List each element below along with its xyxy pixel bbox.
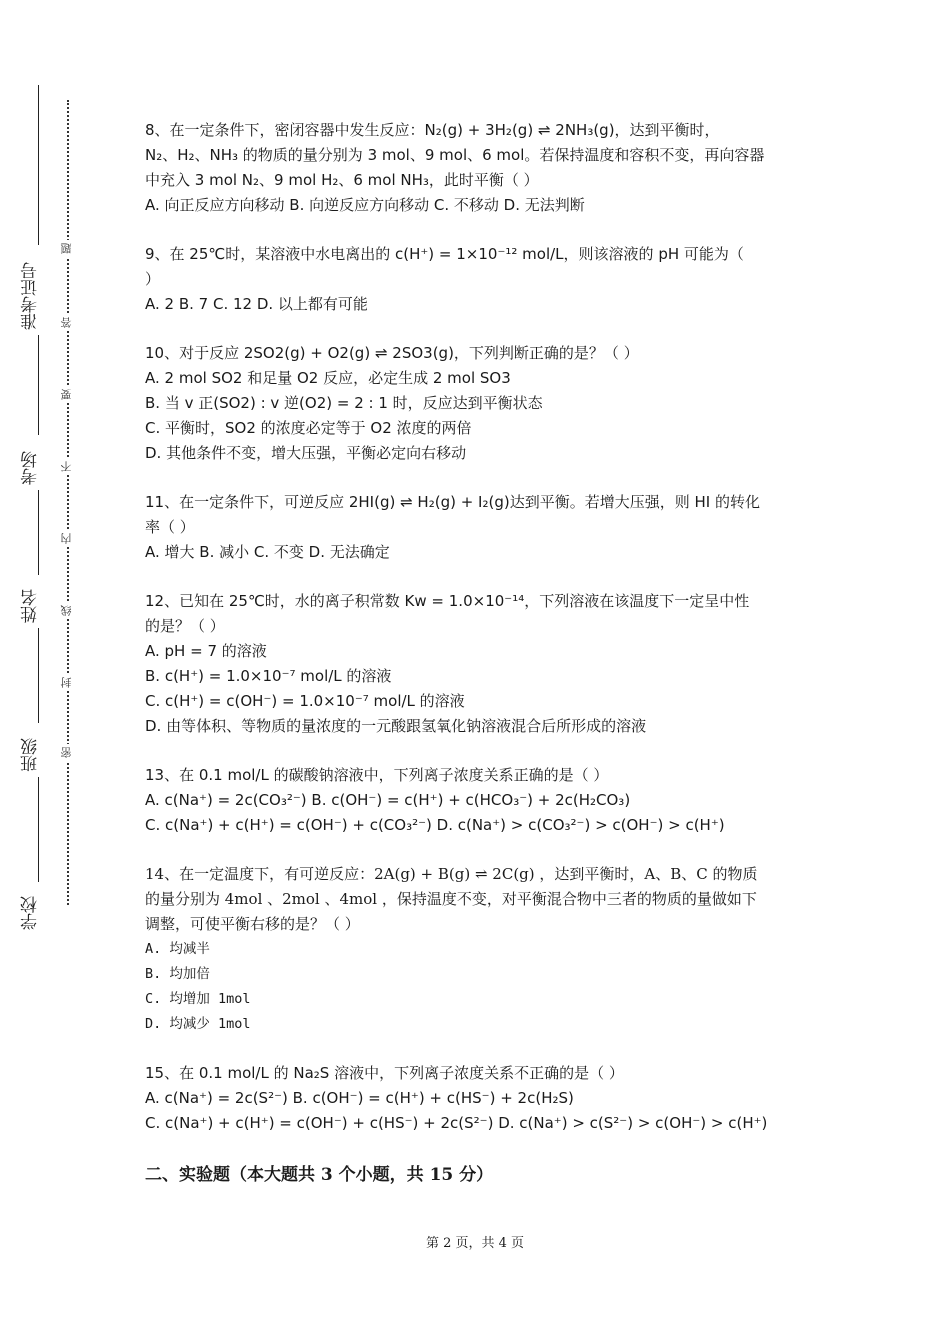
question-line: 8、在一定条件下，密闭容器中发生反应：N₂(g) + 3H₂(g) ⇌ 2NH₃(g)，达到平衡时， [145, 121, 720, 139]
seal-char: 内 [61, 530, 75, 547]
question-8 [145, 118, 815, 218]
binding-line [38, 335, 39, 435]
question-10 [145, 341, 815, 466]
field-label-exam-room: 考场 [21, 451, 41, 485]
question-line: ） [145, 270, 161, 288]
question-12 [145, 589, 815, 739]
seal-char: 答 [61, 314, 75, 331]
question-line: 中充入 3 mol N₂、9 mol H₂、6 mol NH₃，此时平衡（ ） [145, 171, 539, 189]
question-14 [145, 862, 815, 1037]
question-option: C. c(H⁺) = c(OH⁻) = 1.0×10⁻⁷ mol/L 的溶液 [145, 692, 465, 710]
page-footer: 第 2 页，共 4 页 [425, 1236, 525, 1251]
question-15 [145, 1061, 815, 1136]
question-options: A. 2 B. 7 C. 12 D. 以上都有可能 [145, 295, 368, 313]
question-options: A. c(Na⁺) = 2c(S²⁻) B. c(OH⁻) = c(H⁺) + c(HS⁻) + 2c(H₂S) [145, 1089, 574, 1107]
binding-line [38, 628, 39, 723]
question-line: 10、对于反应 2SO2(g) + O2(g) ⇌ 2SO3(g)，下列判断正确的是？（ ） [145, 344, 639, 362]
question-option: C. 均增加 1mol [145, 991, 251, 1007]
question-option: C. 平衡时，SO2 的浓度必定等于 O2 浓度的两倍 [145, 419, 472, 437]
question-line: 13、在 0.1 mol/L 的碳酸钠溶液中，下列离子浓度关系正确的是（ ） [145, 766, 609, 784]
question-line: 14、在一定温度下，有可逆反应：2A(g) + B(g) ⇌ 2C(g) ，达到平衡时，A、B、C 的物质 [145, 865, 758, 883]
question-option: D. 均减少 1mol [145, 1016, 251, 1032]
question-line: N₂、H₂、NH₃ 的物质的量分别为 3 mol、9 mol、6 mol。若保持温度和容积不变，再向容器 [145, 146, 765, 164]
seal-char: 要 [61, 386, 75, 403]
question-line: 的是？（ ） [145, 617, 225, 635]
binding-line [38, 490, 39, 575]
field-label-class: 班级 [21, 738, 41, 772]
field-label-name: 姓名 [21, 589, 41, 623]
question-11 [145, 490, 815, 565]
question-options: A. 增大 B. 减小 C. 不变 D. 无法确定 [145, 543, 390, 561]
field-label-exam-number: 准考证号 [21, 262, 41, 330]
question-options: C. c(Na⁺) + c(H⁺) = c(OH⁻) + c(HS⁻) + 2c(S²⁻) D. c(Na⁺) > c(S²⁻) > c(OH⁻) > c(H⁺) [145, 1114, 768, 1132]
question-line: 9、在 25℃时，某溶液中水电离出的 c(H⁺) = 1×10⁻¹² mol/L，则该溶液的 pH 可能为（ [145, 245, 744, 263]
question-options: C. c(Na⁺) + c(H⁺) = c(OH⁻) + c(CO₃²⁻) D. c(Na⁺) > c(CO₃²⁻) > c(OH⁻) > c(H⁺) [145, 816, 725, 834]
question-option: A. 2 mol SO2 和足量 O2 反应，必定生成 2 mol SO3 [145, 369, 511, 387]
question-option: A. 均减半 [145, 941, 210, 957]
binding-line [38, 777, 39, 882]
binding-line [38, 85, 39, 245]
seal-char: 封 [61, 674, 75, 691]
seal-char: 题 [61, 240, 75, 257]
question-line: 12、已知在 25℃时，水的离子积常数 Kw = 1.0×10⁻¹⁴，下列溶液在该温度下一定呈中性 [145, 592, 750, 610]
question-line: 的量分别为 4mol 、2mol 、4mol ，保持温度不变，对平衡混合物中三者的物质的量做如下 [145, 890, 757, 908]
question-option: B. c(H⁺) = 1.0×10⁻⁷ mol/L 的溶液 [145, 667, 392, 685]
seal-dotted-line [67, 100, 69, 905]
exam-content [145, 118, 815, 1185]
question-line: 调整，可使平衡右移的是？（ ） [145, 915, 360, 933]
question-line: 率（ ） [145, 518, 195, 536]
question-option: B. 均加倍 [145, 966, 210, 982]
question-option: B. 当 v 正(SO2) : v 逆(O2) = 2 : 1 时，反应达到平衡状态 [145, 394, 543, 412]
question-options: A. 向正反应方向移动 B. 向逆反应方向移动 C. 不移动 D. 无法判断 [145, 196, 585, 214]
question-option: A. pH = 7 的溶液 [145, 642, 267, 660]
field-label-school: 学校 [21, 896, 41, 930]
seal-char: 密 [61, 744, 75, 761]
seal-char: 不 [61, 458, 75, 475]
question-9 [145, 242, 815, 317]
question-options: A. c(Na⁺) = 2c(CO₃²⁻) B. c(OH⁻) = c(H⁺) + c(HCO₃⁻) + 2c(H₂CO₃) [145, 791, 631, 809]
question-13 [145, 763, 815, 838]
question-option: D. 由等体积、等物质的量浓度的一元酸跟氢氧化钠溶液混合后所形成的溶液 [145, 717, 647, 735]
question-option: D. 其他条件不变，增大压强，平衡必定向右移动 [145, 444, 467, 462]
question-line: 15、在 0.1 mol/L 的 Na₂S 溶液中，下列离子浓度关系不正确的是（ ） [145, 1064, 624, 1082]
section-title: 二、实验题（本大题共 3 个小题，共 15 分） [145, 1165, 494, 1185]
seal-char: 线 [61, 602, 75, 619]
question-line: 11、在一定条件下，可逆反应 2HI(g) ⇌ H₂(g) + I₂(g)达到平衡。若增大压强，则 HI 的转化 [145, 493, 760, 511]
